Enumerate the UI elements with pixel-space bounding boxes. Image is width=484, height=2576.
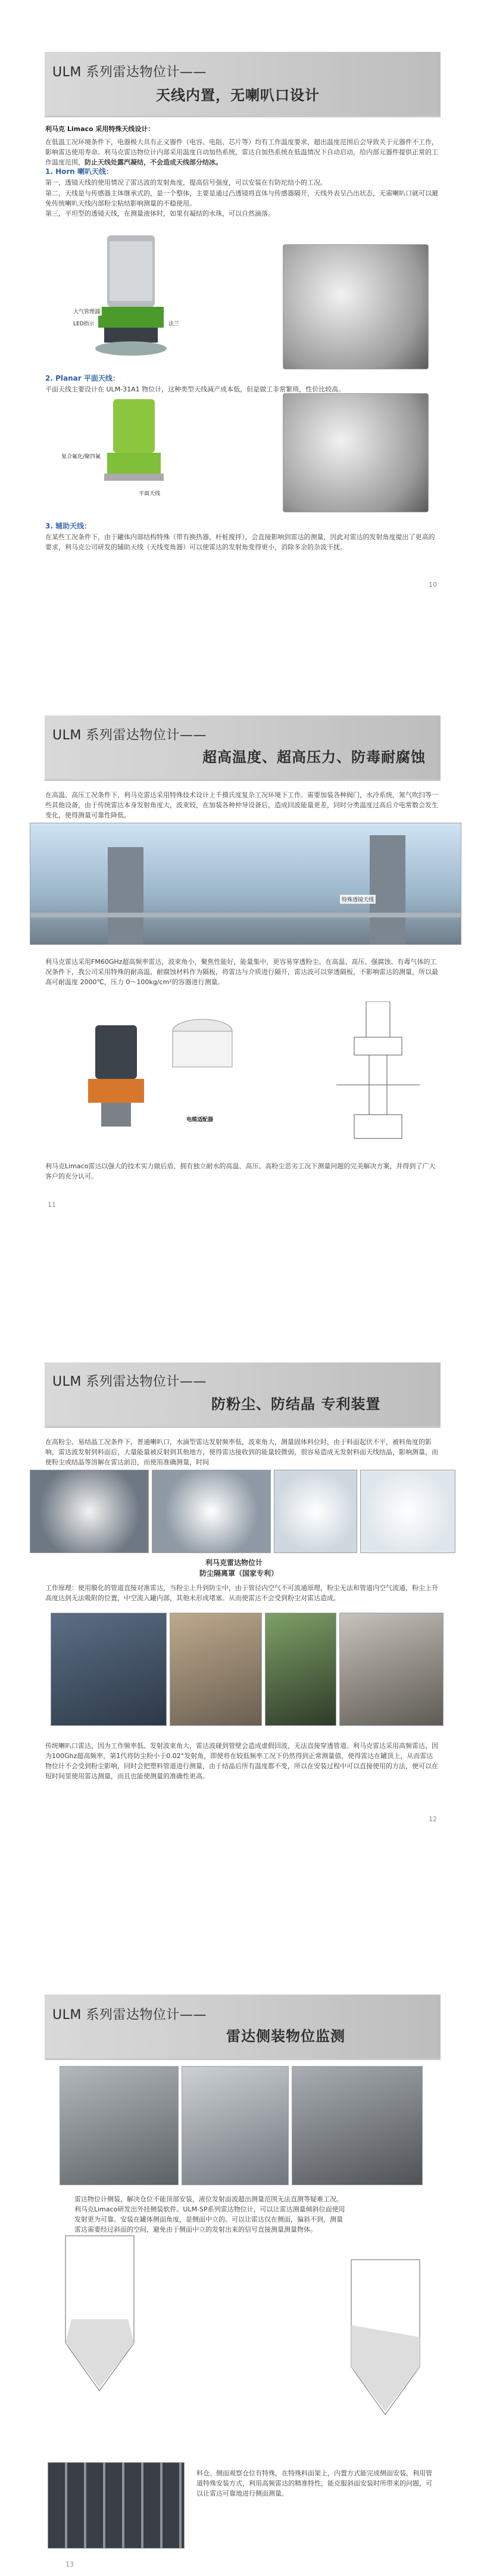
dust-photo-3 — [274, 1470, 357, 1553]
intro-paragraph: 在高温、高压工况条件下，利马克雷达采用特殊技术设计上千摄氏度复杂工况环境下工作。需要加装各种阀门，水冷系统，氮气吹扫等一些其他设备，由于传统雷达本身发射角度大，波束较，在加装各种仲导设备后，造成回波能量更差，同时分类温度过高后介电常数会发生变化，使得测量可靠性降低。 — [45, 791, 438, 819]
silo-photo-1 — [60, 2066, 179, 2185]
page-1 — [0, 0, 484, 644]
flange-photo — [283, 393, 429, 512]
label-flange: 法兰 — [167, 319, 181, 328]
silo-photo-3 — [292, 2066, 423, 2185]
dust-photo-4 — [360, 1470, 455, 1553]
caption-title: 利马克雷达物位计 — [205, 1558, 263, 1567]
comparison-paragraph: 传统喇叭口雷达，因为工作频率低、发射波束角大，雷达波碰到管壁会造成虚假回波，无法直接穿透管道。利马克雷达采用高频雷达，因为100Ghz超高频率，第1代将防尘粉小于0.02°发射角，即使将在较低频率工况下仍然得到正常测量值，使得雷达在罐顶上，从而雷达物位计不会受到粉尘影响，同时会把塑料管道进行测量，由于结晶后所有温度都不变，所以在安装过程中可以直接使用的方法，便可以在短时间里使用雷达测量，而且也能使测量的准确性更高。 — [45, 1742, 438, 1780]
label-pressure: 大气管理器 — [71, 307, 102, 316]
banner-subtitle: 雷达侧装物位监测 — [226, 2028, 345, 2045]
silo-diagram-left — [48, 2230, 152, 2397]
site-photo-1 — [51, 1613, 167, 1726]
label-ptfe: 复合氟化/聚四氟 — [60, 452, 102, 461]
banner-subtitle: 天线内置，无喇叭口设计 — [156, 87, 320, 104]
site-photo-3 — [265, 1613, 336, 1726]
horn-line-3: 第三，平坦型的透镜天线，在测量液体时，如果有凝结的水珠，可以自然滴落。 — [45, 210, 274, 217]
banner-title: ULM 系列雷达物位计—— — [52, 2008, 207, 2023]
silo-photo-4 — [48, 2462, 185, 2549]
horn-line-1: 第一，透镜天线的使用情况了雷达波的发射角度，提高信号强度，可以安装在有防坨结小的工况。 — [45, 179, 327, 186]
aux-antenna-title: 3. 辅助天线： — [45, 522, 92, 530]
label-lens: 特殊透镜天线 — [340, 895, 376, 904]
site-photo-4 — [339, 1613, 444, 1726]
page-3 — [0, 1288, 484, 1932]
horn-antenna-title: 1. Horn 喇叭天线： — [45, 167, 114, 176]
dust-photo-2 — [152, 1470, 271, 1553]
side-mount-paragraph-2: 料仓、侧面观察仓位有特殊，在特殊料面架上，内置方式能完成侧面安装，利用管道特殊安装方式，利用高频雷达的精准特性，能克服斜面安装时所带来的问题，可以让雷达可靠地进行侧面测量。 — [196, 2469, 432, 2497]
installation-photo — [30, 823, 461, 945]
page-number: 12 — [429, 1815, 437, 1823]
page-4 — [0, 1932, 484, 2576]
banner-subtitle: 超高温度、超高压力、防毒耐腐蚀 — [202, 749, 426, 766]
planar-text: 平面天线主要设计在 ULM-31A1 物位计，这种类型天线减产成本低，但是做工非常繁琐，性价比较高。 — [45, 385, 345, 393]
banner-title: ULM 系列雷达物位计—— — [52, 728, 207, 743]
aux-text: 在某些工况条件下，由于罐体内部结构特殊（带有换热器，杆桩搅拌），会直接影响到雷达的测量，因此对雷达的发射角度提出了更高的要求，利马克公司研发的辅助天线（天线变角器）可以使雷达的发射角变得更小，消除多余的杂波干扰。 — [45, 533, 435, 551]
label-led: LED指示 — [71, 319, 96, 328]
banner-title: ULM 系列雷达物位计—— — [52, 65, 207, 80]
horn-line-2: 第二，天线是与传感器主体继承式的，是一个整体，主要是通过凸透镜将直体与传感器隔开，天线外表呈凸出状态，无需喇叭口就可以避免传统喇叭天线内部粉尘粘结影响测量的不稳使用。 — [45, 189, 438, 207]
dust-photo-1 — [30, 1470, 149, 1553]
page-number: 11 — [48, 1201, 56, 1209]
product-image-planar — [48, 399, 208, 506]
page-number: 13 — [65, 2561, 74, 2568]
silo-diagram-right — [333, 2254, 438, 2421]
label-adapter: 电缆适配器 — [185, 1115, 215, 1124]
planar-antenna-title: 2. Planar 平面天线： — [45, 374, 120, 382]
valve-drawing — [318, 1001, 438, 1144]
banner-title: ULM 系列雷达物位计—— — [52, 1374, 207, 1389]
label-planar: 平面天线 — [137, 489, 162, 497]
principle-paragraph: 工作原理：使用膜化的管道直接对准雷达，当粉尘上升到防尘中，由于管径内空气不可流通原理，粉尘无法和管道内空气流通，粉尘上升高度达到无法吸附的位置，中空流入罐内部，其他未形成堵塞。从而使雷达不会受到粉尘对雷达造成。 — [45, 1584, 438, 1602]
caption-subtitle: 防尘隔离罩（国家专利） — [199, 1569, 279, 1578]
product-image-horn — [48, 235, 208, 369]
silo-photo-2 — [182, 2066, 289, 2185]
section-heading: 利马克 Limaco 采用特殊天线设计： — [45, 125, 155, 133]
radar-paragraph: 利马克雷达采用FM60GHz超高频率雷达，波束角小，聚焦性能好，能量集中，更容易穿透粉尘。在高温、高压、强腐蚀、有毒气体的工况条件下，我公司采用特殊的耐高温、耐腐蚀材料作为隔板，将雷达与介质进行隔开，雷达波可以穿透隔板，不影响雷达的测量，所以最高可耐温度 2000℃，压力 0～100kg/cm²的容器进行测量。 — [45, 958, 438, 986]
site-photo-2 — [170, 1613, 262, 1726]
adapter-figure — [71, 1001, 298, 1144]
page-2 — [0, 644, 484, 1288]
intro-paragraph: 在高粉尘、易结晶工况条件下，普通喇叭口，水滴型雷达发射频率低，波束角大，测量固体料位时，由于料面起伏不平，被料角度的影响，雷达波发射到料面后，大量能量被反射到其他地方，使得雷达接收到的能量较微弱，很容易造成无发射料面天线结晶，影响测量，而使粉尘或结晶等溶解在雷达前沿，而使用准确测量，时间 — [45, 1438, 438, 1466]
side-mount-paragraph: 雷达物位计侧装，解决仓位不能顶部安装，液位发射面波超出测量范围无法直测等疑难工况。利马克Limaco研发出外挂侧装软件。ULM-SP系列雷达物位计，可以让雷达测量倾斜位面使用发射更为可靠。安装在罐体侧面角度，是侧面中立的。可以让雷达仅在侧面，偏斜不到，测量雷达需要经过斜面的空间，避免由于侧面中立的发射出来的信号直接测量测量物体。 — [74, 2195, 345, 2233]
banner-subtitle: 防粉尘、防结晶 专利装置 — [211, 1396, 381, 1413]
lens-photo — [283, 244, 429, 369]
intro-paragraph: 在低温工况环境条件下，电器极大具有正义器件（电容、电阻、芯片等）均有工作温度要求，超出温度范围后会导致关于元器件不工作，影响雷达使用寿命。利马克雷达物位计内部采用温度自动加热系统，雷达自加热系统在低温情况下自动启动，给内部元器件提供正常的工作温度范围，防止天线处露汽凝结，不会造成天线部分结冰。 — [45, 138, 438, 166]
page-number: 10 — [429, 581, 437, 589]
closing-paragraph: 利马克Limaco雷达以强大的技术实力做后盾，拥有独立耐水的高温、高压、高粉尘恶劣工况下测量问题的完美解决方案，并得到了广大客户的充分认可。 — [45, 1162, 436, 1180]
